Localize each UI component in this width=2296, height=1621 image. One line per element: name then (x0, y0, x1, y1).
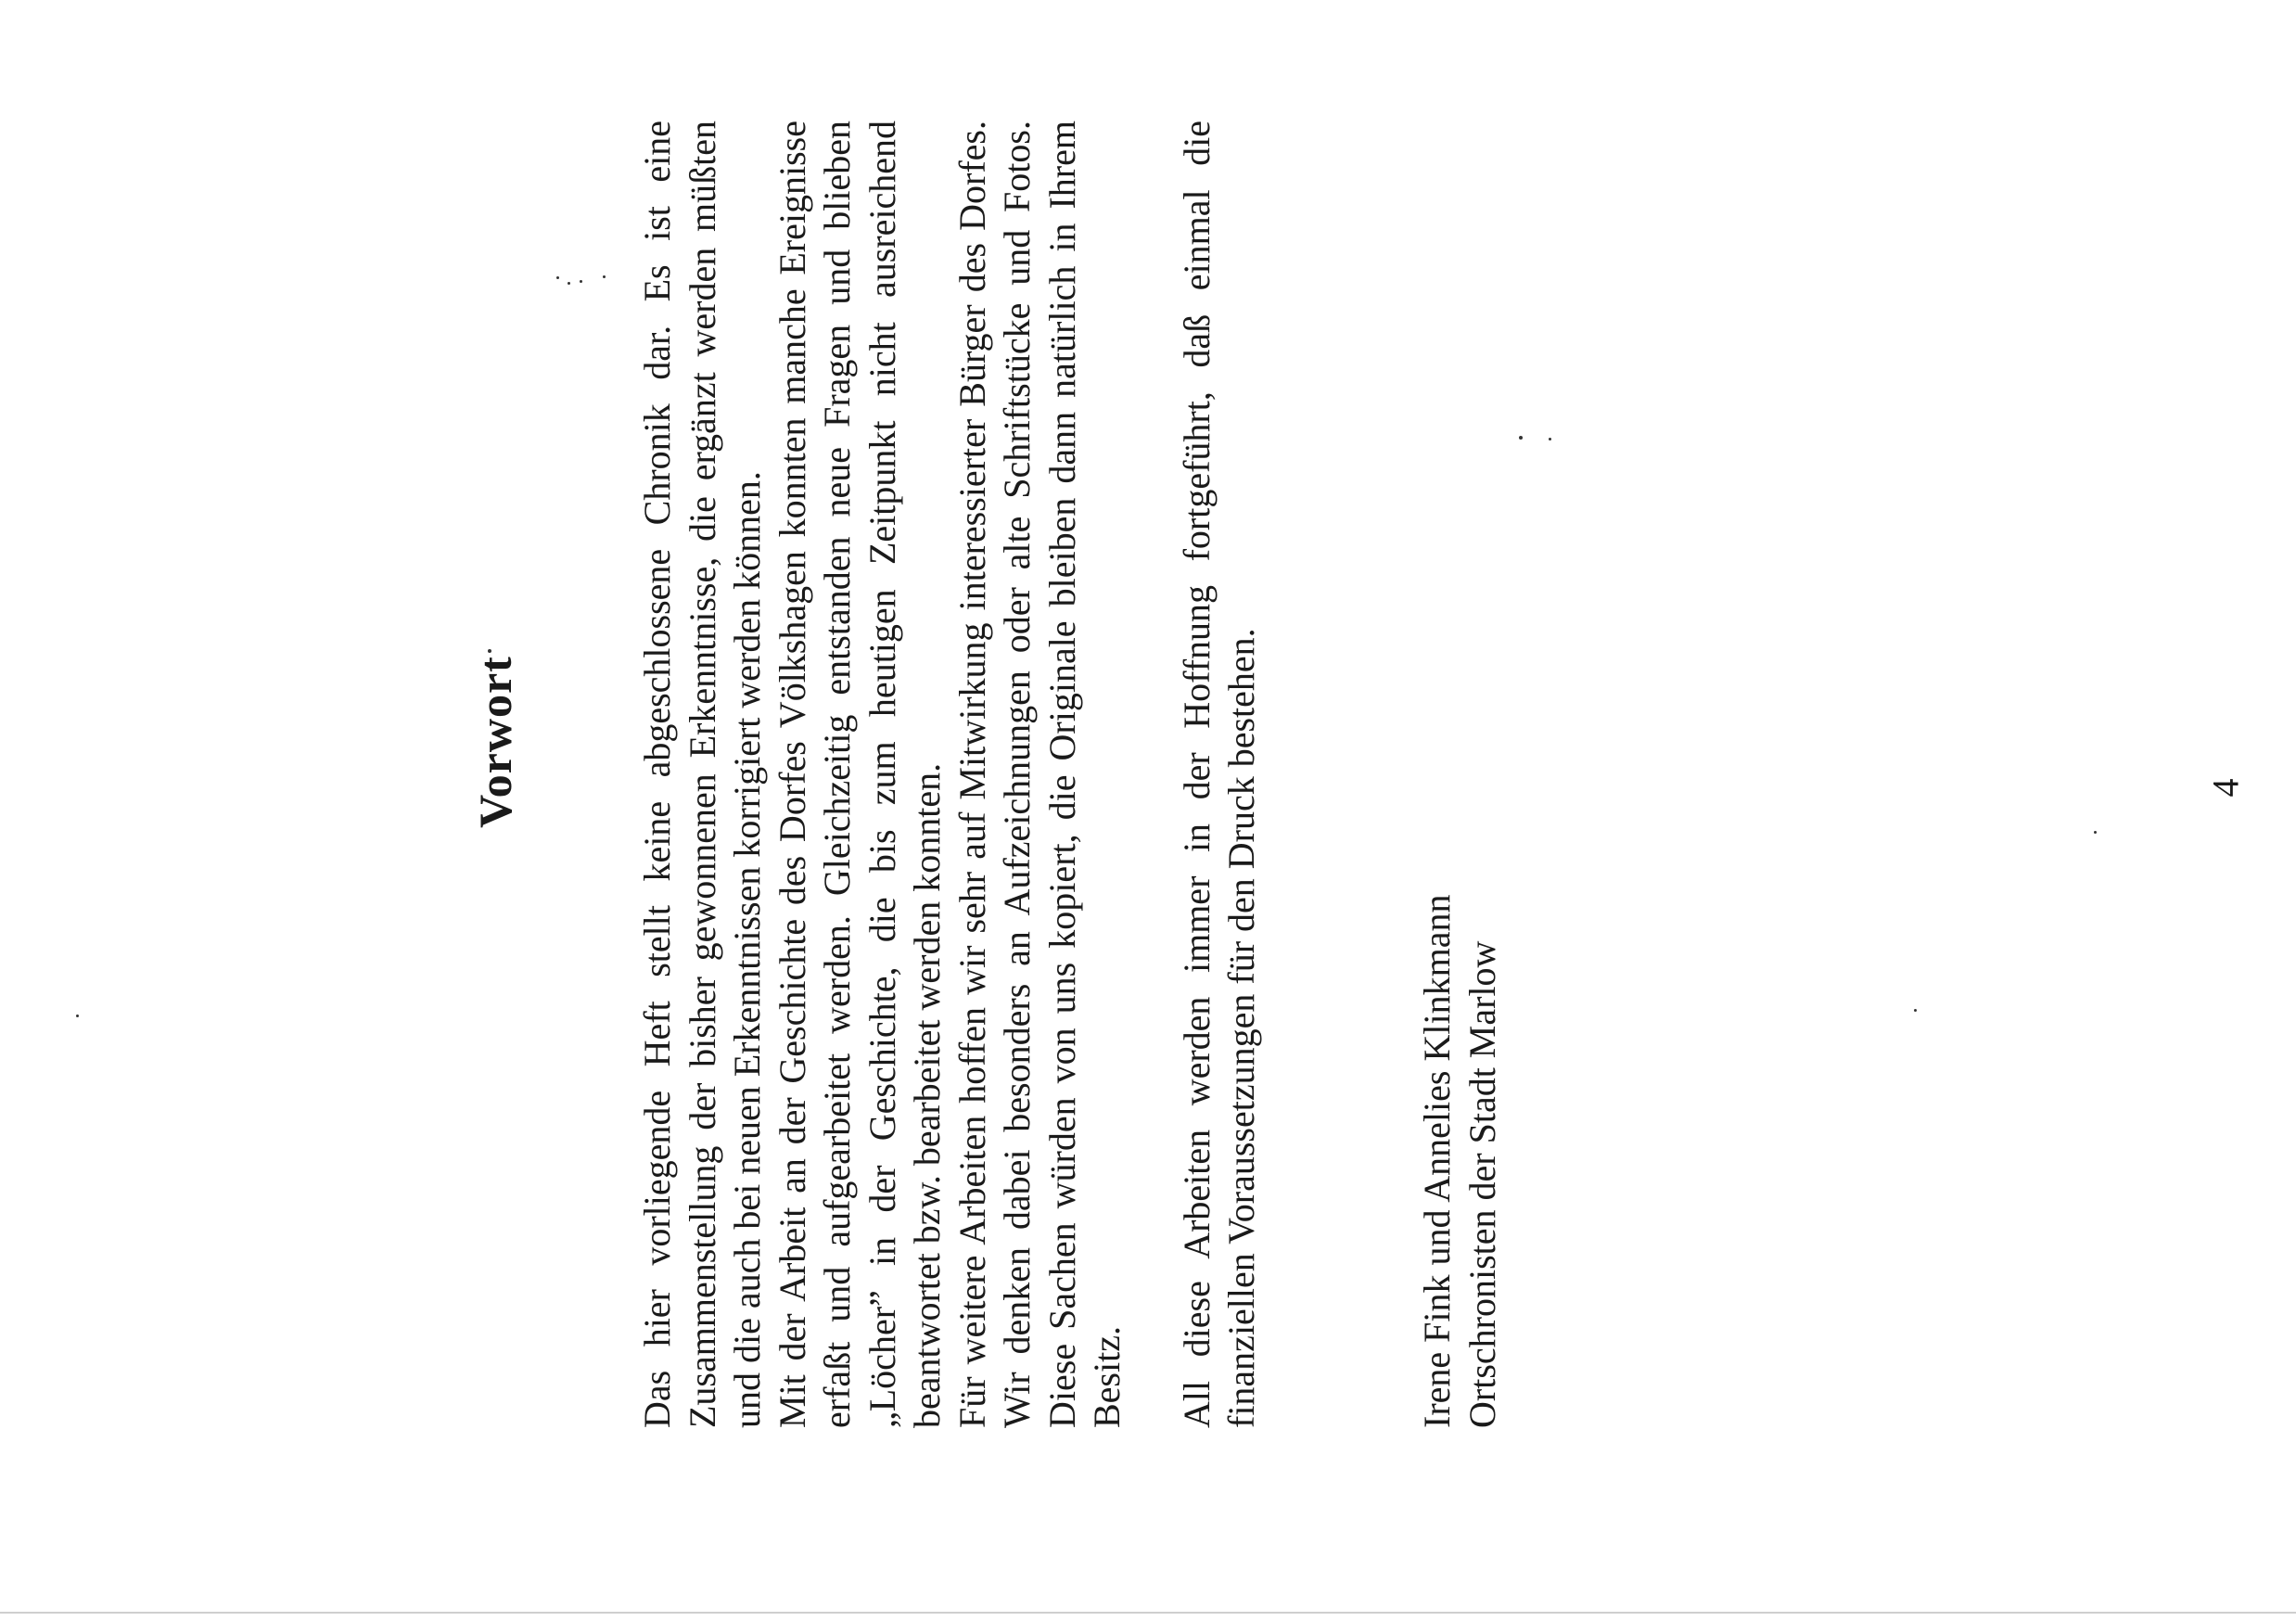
scan-speck (2094, 831, 2097, 834)
page-title: Vorwort (469, 656, 521, 828)
signature-names: Irene Fink und Annelies Klinkmann (1416, 894, 1458, 1428)
paragraph-3: Für weitere Arbeiten hoffen wir sehr auf Mitwirkung interessierter Bürger des Dorfes. Wir denken dabei besonders an Aufzeichnungen oder alte Schriftstücke und Fotos. Diese Sachen würden von uns kopiert, die Originale bleiben dann natürlich in Ihrem Besitz. (950, 121, 1128, 1428)
page-number: 4 (2204, 778, 2247, 798)
body-text (635, 121, 1265, 1428)
scan-edge-line (0, 1612, 2296, 1614)
signature-role: Ortschronisten der Stadt Marlow (1461, 940, 1503, 1428)
paragraph-1: Das hier vorliegende Heft stellt keine abgeschlossene Chronik dar. Es ist eine Zusammenstellung der bisher gewonnenen Erkenntnisse, die ergänzt werden müßten und die auch bei neuen Erkenntnissen korrigiert werden können. (636, 121, 768, 1428)
rotated-page-content (468, 56, 1952, 1428)
paragraph-4: All diese Arbeiten werden immer in der Hoffnung fortgeführt, daß einmal die finanziellen Voraussetzungen für den Druck bestehen. (1175, 121, 1262, 1428)
signature-block (1414, 121, 1505, 1428)
scan-speck (76, 1015, 79, 1017)
paragraph-2: Mit der Arbeit an der Geschichte des Dorfes Völkshagen konnten manche Ereignisse erfaßt und aufgearbeitet werden. Gleichzeitig entstanden neue Fragen und blieben „Löcher” in der Geschichte, die bis zum heutigen Zeitpunkt nicht ausreichend beantwortet bzw. bearbeitet werden konnten. (771, 121, 948, 1428)
